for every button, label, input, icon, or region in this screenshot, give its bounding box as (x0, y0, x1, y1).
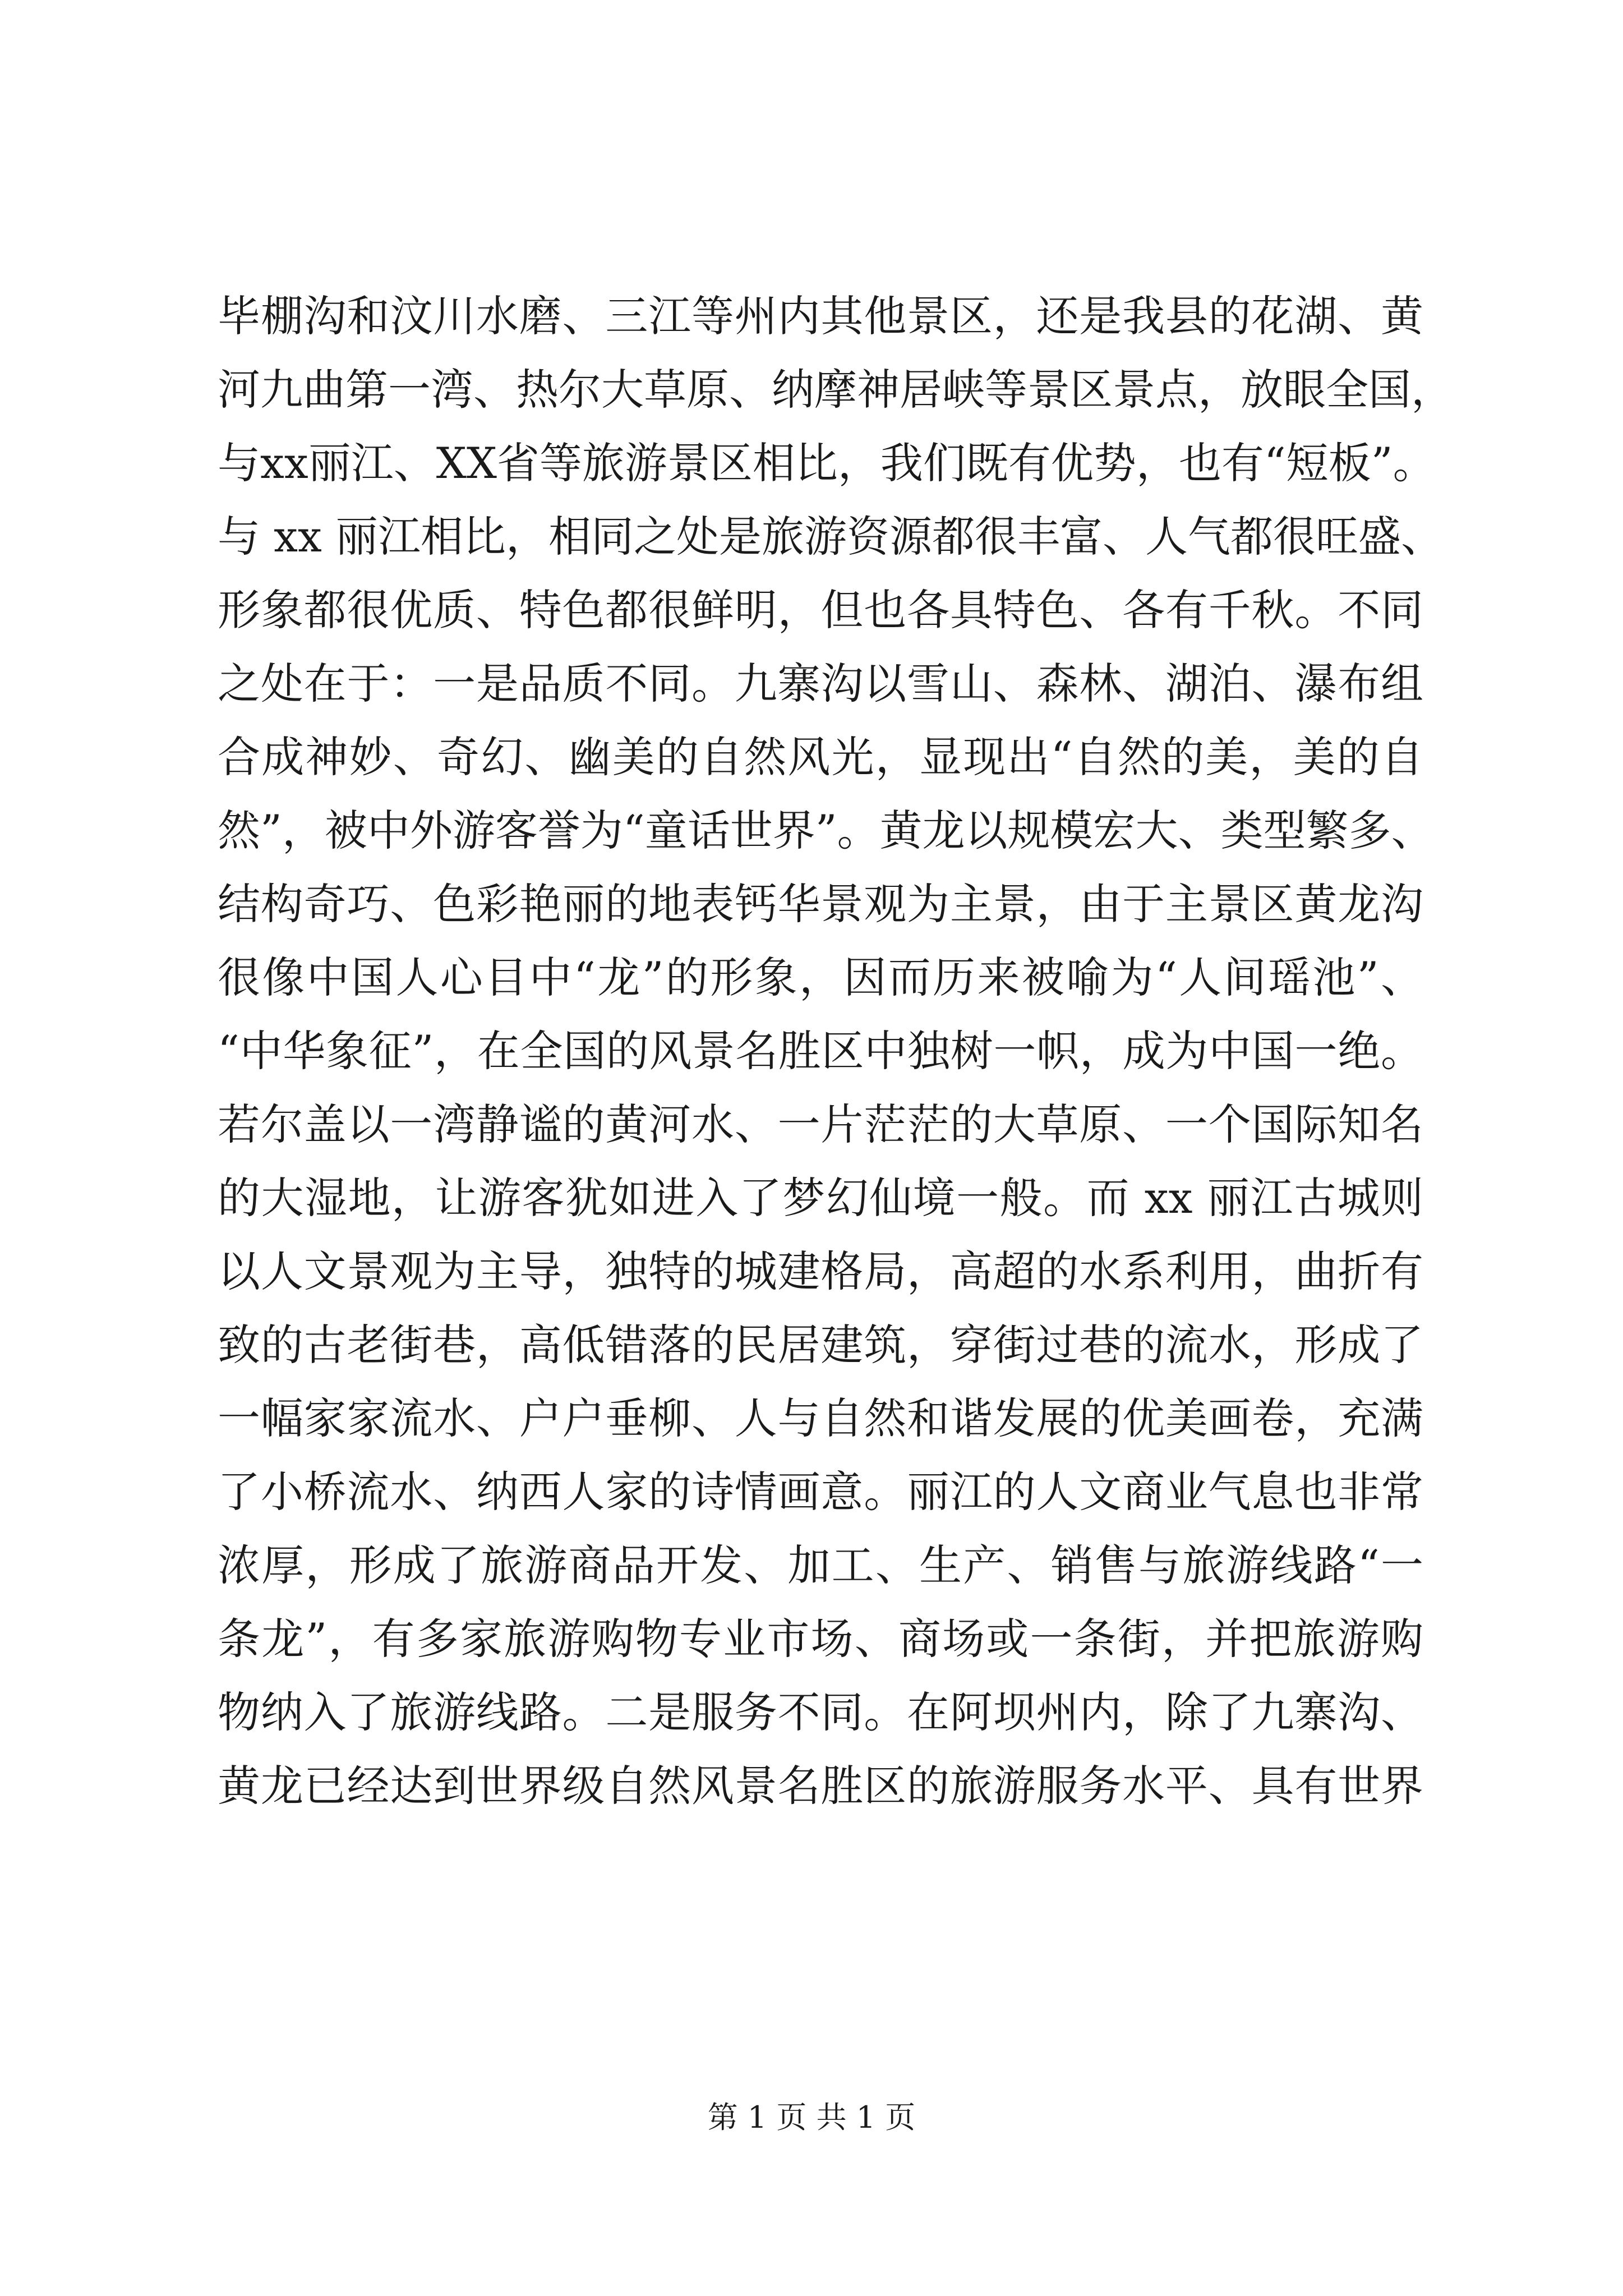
text-line-12: 若尔盖以一湾静谧的黄河水、一片茫茫的大草原、一个国际知名 (218, 1099, 1423, 1149)
text-line-16: 一幅家家流水、户户垂柳、人与自然和谐发展的优美画卷，充满 (218, 1393, 1423, 1443)
body-text (218, 279, 1454, 1823)
text-line-3: 与xx丽江、XX省等旅游景区相比，我们既有优势，也有“短板”。 (218, 438, 1436, 488)
text-line-11: “中华象征”，在全国的风景名胜区中独树一帜，成为中国一绝。 (218, 1026, 1423, 1076)
text-line-10: 很像中国人心目中“龙”的形象，因而历来被喻为“人间瑶池”、 (218, 953, 1423, 1002)
text-line-18: 浓厚，形成了旅游商品开发、加工、生产、销售与旅游线路“一 (218, 1540, 1423, 1590)
text-line-5: 形象都很优质、特色都很鲜明，但也各具特色、各有千秋。不同 (218, 585, 1423, 635)
text-line-13: 的大湿地，让游客犹如进入了梦幻仙境一般。而 xx 丽江古城则 (218, 1173, 1423, 1223)
text-line-9: 结构奇巧、色彩艳丽的地表钙华景观为主景，由于主景区黄龙沟 (218, 879, 1423, 929)
text-line-15: 致的古老街巷，高低错落的民居建筑，穿街过巷的流水，形成了 (218, 1320, 1423, 1370)
text-line-17: 了小桥流水、纳西人家的诗情画意。丽江的人文商业气息也非常 (218, 1467, 1423, 1517)
text-line-20: 物纳入了旅游线路。二是服务不同。在阿坝州内，除了九寨沟、 (218, 1687, 1423, 1737)
text-line-4: 与 xx 丽江相比，相同之处是旅游资源都很丰富、人气都很旺盛、 (218, 512, 1444, 562)
text-line-2: 河九曲第一湾、热尔大草原、纳摩神居峡等景区景点，放眼全国， (218, 365, 1454, 415)
text-line-8: 然”，被中外游客誉为“童话世界”。黄龙以规模宏大、类型繁多、 (218, 806, 1434, 855)
text-line-19: 条龙”，有多家旅游购物专业市场、商场或一条街，并把旅游购 (218, 1614, 1423, 1664)
text-line-1: 毕棚沟和汶川水磨、三江等州内其他景区，还是我县的花湖、黄 (218, 291, 1423, 341)
text-line-7: 合成神妙、奇幻、幽美的自然风光，显现出“自然的美，美的自 (218, 732, 1423, 782)
text-line-14: 以人文景观为主导，独特的城建格局，高超的水系利用，曲折有 (218, 1246, 1423, 1296)
text-line-21: 黄龙已经达到世界级自然风景名胜区的旅游服务水平、具有世界 (218, 1761, 1423, 1811)
page-footer: 第 1 页 共 1 页 (707, 2100, 916, 2135)
text-line-6: 之处在于：一是品质不同。九寨沟以雪山、森林、湖泊、瀑布组 (218, 659, 1423, 708)
